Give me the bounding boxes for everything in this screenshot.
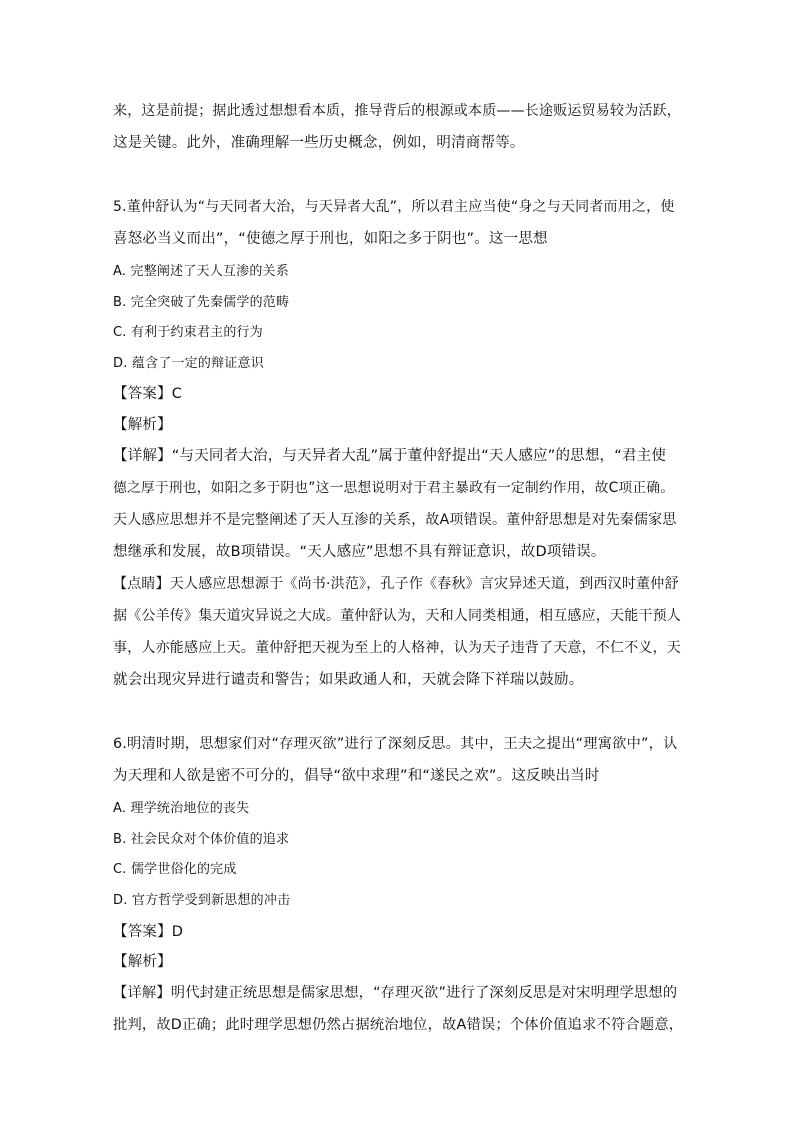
q5-stem-line-2: 喜怒必当义而出”，“使德之厚于刑也，如阳之多于阴也”。这一思想	[113, 231, 548, 247]
q6-option-b: B. 社会民众对个体价值的追求	[113, 832, 290, 847]
q6-answer: 【答案】D	[113, 924, 184, 940]
q6-option-c: C. 儒学世俗化的完成	[113, 862, 237, 877]
q6-detail-line-1: 【详解】明代封建正统思想是儒家思想，“存理灭欲”进行了深刻反思是对宋明理学思想的	[113, 985, 678, 1001]
q5-option-c: C. 有利于约束君主的行为	[113, 325, 263, 340]
q5-analysis-label: 【解析】	[113, 417, 172, 433]
q5-detail-line-3: 天人感应思想并不是完整阐述了天人互渗的关系，故A项错误。董仲舒思想是对先秦儒家思	[113, 512, 677, 528]
intro-line-1: 来，这是前提；据此透过想想看本质，推导背后的根源或本质——长途贩运贸易较为活跃，	[113, 103, 681, 119]
q5-point-line-1: 【点睛】天人感应思想源于《尚书·洪范》，孔子作《春秋》言灾异述天道，到西汉时董仲舒	[113, 576, 679, 592]
q5-detail-line-2: 德之厚于刑也，如阳之多于阴也”这一思想说明对于君主暴政有一定制约作用，故C项正确。	[113, 480, 675, 496]
q5-option-a: A. 完整阐述了天人互渗的关系	[113, 264, 289, 279]
q5-detail-line-1: 【详解】“与天同者大治，与天异者大乱”属于董仲舒提出“天人感应”的思想，“君主使	[113, 448, 667, 464]
q6-analysis-label: 【解析】	[113, 954, 172, 970]
q5-answer: 【答案】C	[113, 386, 183, 402]
q5-option-b: B. 完全突破了先秦儒学的范畴	[113, 295, 290, 310]
q5-point-line-3: 事，人亦能感应上天。董仲舒把天视为至上的人格神，认为天子违背了天意，不仁不义，天	[113, 640, 681, 656]
q5-detail-line-4: 想继承和发展，故B项错误。“天人感应”思想不具有辩证意识，故D项错误。	[113, 544, 606, 560]
q5-point-line-4: 就会出现灾异进行谴责和警告；如果政通人和，天就会降下祥瑞以鼓励。	[113, 672, 584, 688]
q6-detail-line-2: 批判，故D正确；此时理学思想仍然占据统治地位，故A错误；个体价值追求不符合题意，	[113, 1017, 684, 1033]
q6-option-a: A. 理学统治地位的丧失	[113, 801, 250, 816]
q6-option-d: D. 官方哲学受到新思想的冲击	[113, 893, 291, 908]
q5-option-d: D. 蕴含了一定的辩证意识	[113, 356, 264, 371]
intro-line-2: 这是关键。此外，准确理解一些历史概念，例如，明清商帮等。	[113, 135, 525, 151]
q5-stem-line-1: 5.董仲舒认为“与天同者大治，与天异者大乱”，所以君主应当使“身之与天同者而用之，使	[113, 199, 675, 215]
q6-stem-line-2: 为天理和人欲是密不可分的，倡导“欲中求理”和“遂民之欢”。这反映出当时	[113, 768, 600, 784]
q5-point-line-2: 据《公羊传》集天道灾异说之大成。董仲舒认为，天和人同类相通，相互感应，天能干预人	[113, 608, 681, 624]
q6-stem-line-1: 6.明清时期，思想家们对“存理灭欲”进行了深刻反思。其中，王夫之提出“理寓欲中”，认	[113, 736, 678, 752]
